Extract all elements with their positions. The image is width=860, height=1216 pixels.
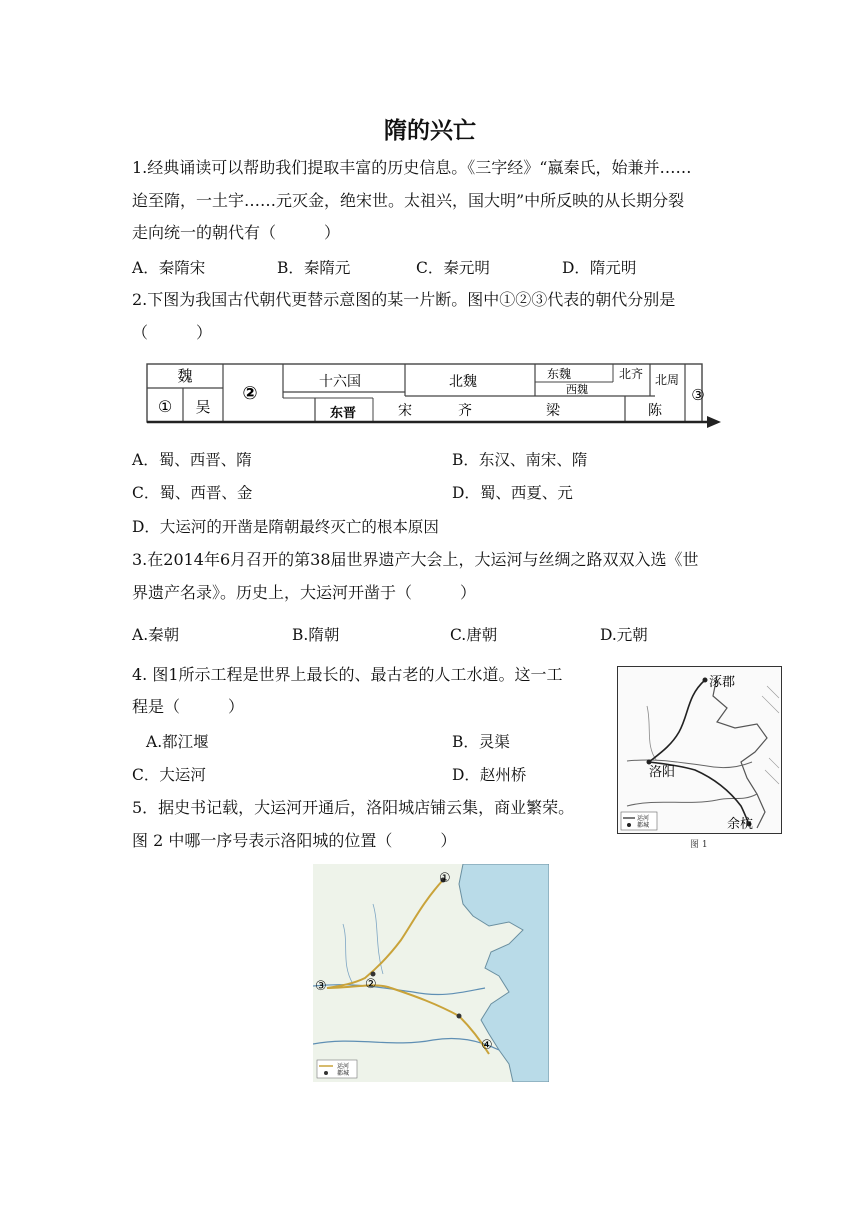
timeline-beiwei: 北魏 [449, 374, 477, 390]
map2-marker-4: ④ [481, 1038, 493, 1053]
q4-line-2: 程是（ ） [132, 697, 245, 716]
q3-line-2: 界遗产名录》。历史上，大运河开凿于（ ） [132, 583, 477, 602]
dynasty-timeline [145, 360, 725, 430]
q1-line-1: 1.经典诵读可以帮助我们提取丰富的历史信息。《三字经》“嬴秦氏，始兼并…… [132, 158, 692, 177]
q2-option-b[interactable]: B．东汉、南宋、隋 [452, 451, 588, 469]
q5-line-2: 图 2 中哪一序号表示洛阳城的位置（ ） [132, 831, 457, 850]
canal-map-figure-2 [313, 864, 549, 1082]
q1-option-c[interactable]: C．秦元明 [416, 259, 490, 277]
q4-option-d[interactable]: D．赵州桥 [452, 766, 527, 784]
timeline-marker-1: ① [157, 397, 173, 416]
q1-option-d[interactable]: D．隋元明 [562, 259, 637, 277]
q3-option-b[interactable]: B.隋朝 [292, 626, 340, 644]
map1-label-luoyang: 洛阳 [649, 765, 676, 780]
map1-label-zhuojun: 涿郡 [709, 675, 736, 690]
map2-marker-1: ① [439, 871, 451, 886]
timeline-wu: 吴 [195, 398, 211, 416]
q1-option-b[interactable]: B．秦隋元 [277, 259, 351, 277]
q2-line-1: 2.下图为我国古代朝代更替示意图的某一片断。图中①②③代表的朝代分别是 [132, 290, 676, 309]
map1-legend-capital: 都城 [637, 822, 650, 829]
timeline-liang: 梁 [546, 403, 560, 419]
map1-label-yuhang: 余杭 [727, 817, 754, 832]
map2-legend-capital: 都城 [337, 1070, 350, 1077]
timeline-wei: 魏 [177, 367, 193, 385]
timeline-song: 宋 [398, 403, 412, 419]
timeline-dongjin: 东晋 [329, 406, 357, 421]
q3-option-a[interactable]: A.秦朝 [132, 626, 180, 644]
q3-line-1: 3.在2014年6月召开的第38届世界遗产大会上，大运河与丝绸之路双双入选《世 [132, 550, 699, 569]
q1-option-a[interactable]: A．秦隋宋 [132, 259, 206, 277]
timeline-marker-2: ② [242, 383, 258, 404]
timeline-qi: 齐 [458, 403, 472, 419]
map2-legend-canal: 运河 [337, 1063, 350, 1070]
q1-line-2: 迨至隋，一土宇……元灭金，绝宋世。太祖兴，国大明”中所反映的从长期分裂 [132, 191, 685, 210]
q2-extra-statement: D．大运河的开凿是隋朝最终灭亡的根本原因 [132, 518, 439, 536]
q1-line-3: 走向统一的朝代有（ ） [132, 223, 341, 242]
q2-option-d[interactable]: D．蜀、西夏、元 [452, 484, 573, 502]
timeline-xiwei: 西魏 [566, 383, 588, 396]
q2-option-c[interactable]: C．蜀、西晋、金 [132, 484, 253, 502]
q4-line-1: 4. 图1所示工程是世界上最长的、最古老的人工水道。这一工 [132, 665, 563, 684]
q2-option-a[interactable]: A．蜀、西晋、隋 [132, 451, 252, 469]
q4-option-a[interactable]: A.都江堰 [146, 733, 209, 751]
q4-option-b[interactable]: B．灵渠 [452, 733, 510, 751]
canal-map-figure-1 [617, 666, 782, 834]
map1-caption: 图 1 [690, 840, 708, 850]
q4-option-c[interactable]: C．大运河 [132, 766, 206, 784]
timeline-beiqi: 北齐 [618, 367, 644, 381]
map2-marker-3: ③ [315, 979, 327, 994]
q3-option-c[interactable]: C.唐朝 [450, 626, 498, 644]
q3-option-d[interactable]: D.元朝 [600, 626, 648, 644]
timeline-sixteen-kingdoms: 十六国 [319, 374, 361, 390]
q2-line-2: （ ） [132, 323, 213, 342]
timeline-marker-3: ③ [691, 386, 705, 404]
timeline-dongwei: 东魏 [546, 367, 572, 381]
page-title: 隋的兴亡 [384, 118, 476, 144]
timeline-chen: 陈 [648, 403, 662, 419]
q5-line-1: 5．据史书记载，大运河开通后，洛阳城店铺云集，商业繁荣。 [132, 798, 575, 817]
timeline-beizhou: 北周 [654, 373, 680, 387]
map2-marker-2: ② [365, 977, 377, 992]
map1-legend-canal: 运河 [637, 815, 650, 822]
